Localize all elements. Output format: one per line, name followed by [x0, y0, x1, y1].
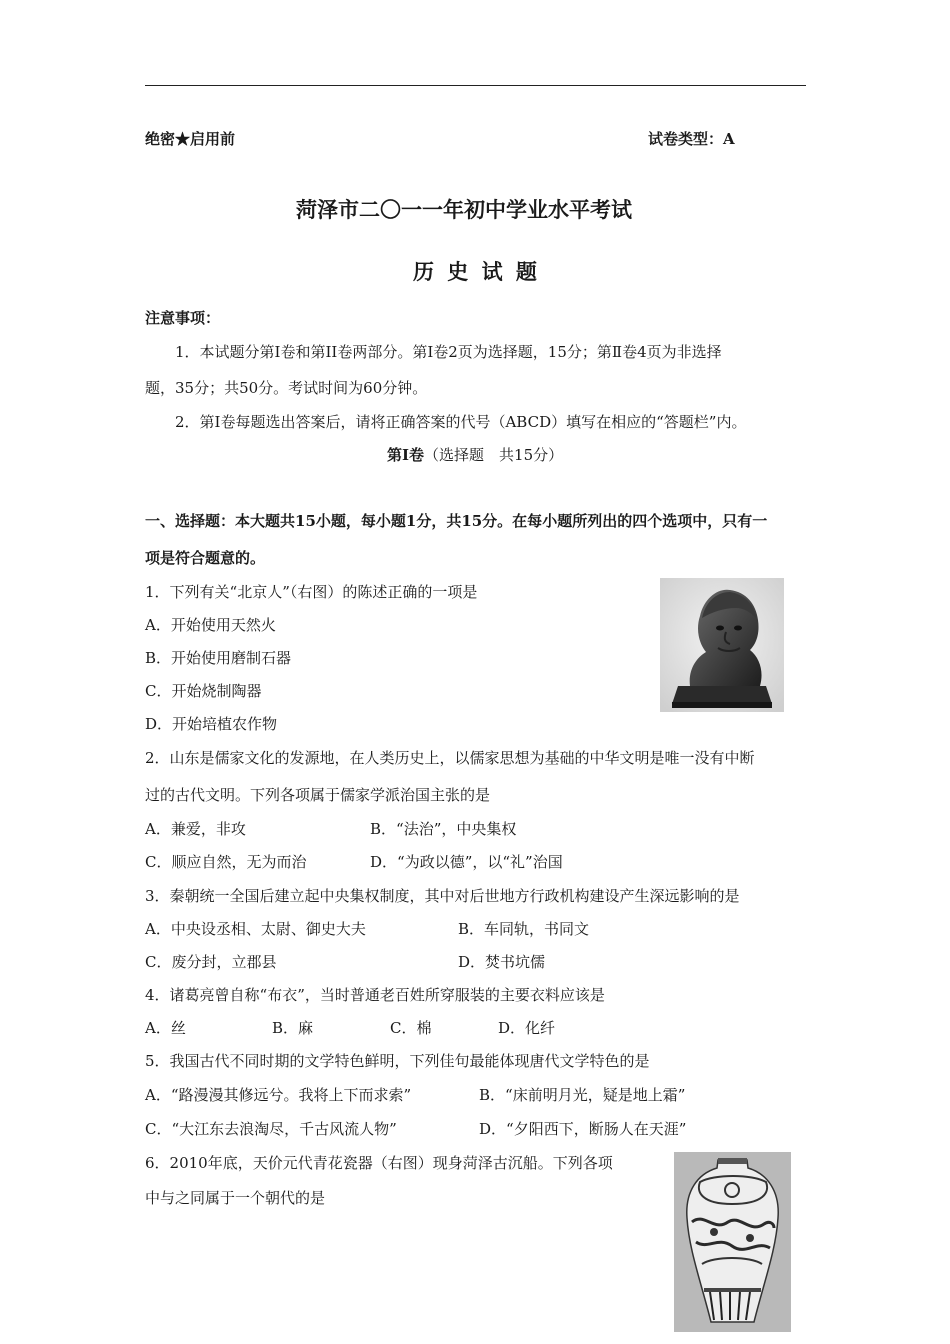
confidential-label: 绝密★启用前	[145, 130, 236, 148]
exam-subtitle: 历 史 试 题	[413, 259, 537, 284]
header-rule	[145, 85, 806, 86]
question-4-stem: 4．诸葛亮曾自称“布衣”，当时普通老百姓所穿服装的主要衣料应该是	[145, 986, 605, 1004]
exam-title: 菏泽市二〇一一年初中学业水平考试	[296, 197, 632, 222]
question-2-stem: 2．山东是儒家文化的发源地，在人类历史上，以儒家思想为基础的中华文明是唯一没有中断	[145, 749, 755, 767]
question-1-option-d: D．开始培植农作物	[145, 715, 278, 733]
question-3-option-d: D．焚书坑儒	[458, 953, 546, 971]
question-1-option-b: B．开始使用磨制石器	[145, 649, 292, 667]
section-heading-bold: 第Ⅰ卷	[387, 446, 425, 464]
question-2-option-b: B．“法治”，中央集权	[370, 820, 517, 838]
notes-item-1: 1．本试题分第Ⅰ卷和第II卷两部分。第Ⅰ卷2页为选择题，15分；第Ⅱ卷4页为非选择	[175, 343, 722, 361]
question-5-option-d: D．“夕阳西下，断肠人在天涯”	[479, 1120, 687, 1138]
section-heading-rest: （选择题 共15分）	[424, 446, 564, 464]
question-2-stem-cont: 过的古代文明。下列各项属于儒家学派治国主张的是	[145, 786, 491, 804]
question-5-option-a: A．“路漫漫其修远兮。我将上下而求索”	[145, 1086, 412, 1104]
section-instruction-cont: 项是符合题意的。	[145, 549, 266, 567]
question-1-stem: 1．下列有关“北京人”（右图）的陈述正确的一项是	[145, 583, 478, 601]
question-4-option-d: D．化纤	[498, 1019, 556, 1037]
notes-item-1-cont: 题，35分；共50分。考试时间为60分钟。	[145, 379, 428, 397]
section-heading	[387, 444, 563, 465]
notes-heading: 注意事项：	[145, 309, 221, 327]
question-3-option-b: B．车同轨，书同文	[458, 920, 590, 938]
question-6-stem-cont: 中与之同属于一个朝代的是	[145, 1189, 326, 1207]
question-2-option-c: C．顺应自然，无为而治	[145, 853, 307, 871]
question-1-option-a: A．开始使用天然火	[145, 616, 276, 634]
question-3-stem: 3．秦朝统一全国后建立起中央集权制度，其中对后世地方行政机构建设产生深远影响的是	[145, 887, 740, 905]
question-2-option-d: D．“为政以德”，以“礼”治国	[370, 853, 563, 871]
notes-item-2: 2．第Ⅰ卷每题选出答案后，请将正确答案的代号（ABCD）填写在相应的“答题栏”内。	[175, 413, 747, 431]
question-5-stem: 5．我国古代不同时期的文学特色鲜明，下列佳句最能体现唐代文学特色的是	[145, 1052, 650, 1070]
question-6-stem: 6．2010年底，天价元代青花瓷器（右图）现身菏泽古沉船。下列各项	[145, 1154, 613, 1172]
paper-type-label: 试卷类型：A	[648, 130, 735, 148]
question-5-option-c: C．“大江东去浪淘尽，千古风流人物”	[145, 1120, 397, 1138]
peking-man-bust-image	[660, 578, 784, 712]
question-2-option-a: A．兼爱，非攻	[145, 820, 246, 838]
question-5-option-b: B．“床前明月光，疑是地上霜”	[479, 1086, 686, 1104]
section-instruction: 一、选择题：本大题共15小题，每小题1分，共15分。在每小题所列出的四个选项中，只有一	[145, 512, 768, 530]
question-1-option-c: C．开始烧制陶器	[145, 682, 262, 700]
question-4-option-c: C．棉	[390, 1019, 432, 1037]
question-4-option-b: B．麻	[272, 1019, 314, 1037]
question-4-option-a: A．丝	[145, 1019, 186, 1037]
blue-white-porcelain-vase-image	[674, 1152, 791, 1332]
question-3-option-a: A．中央设丞相、太尉、御史大夫	[145, 920, 366, 938]
question-3-option-c: C．废分封，立郡县	[145, 953, 277, 971]
